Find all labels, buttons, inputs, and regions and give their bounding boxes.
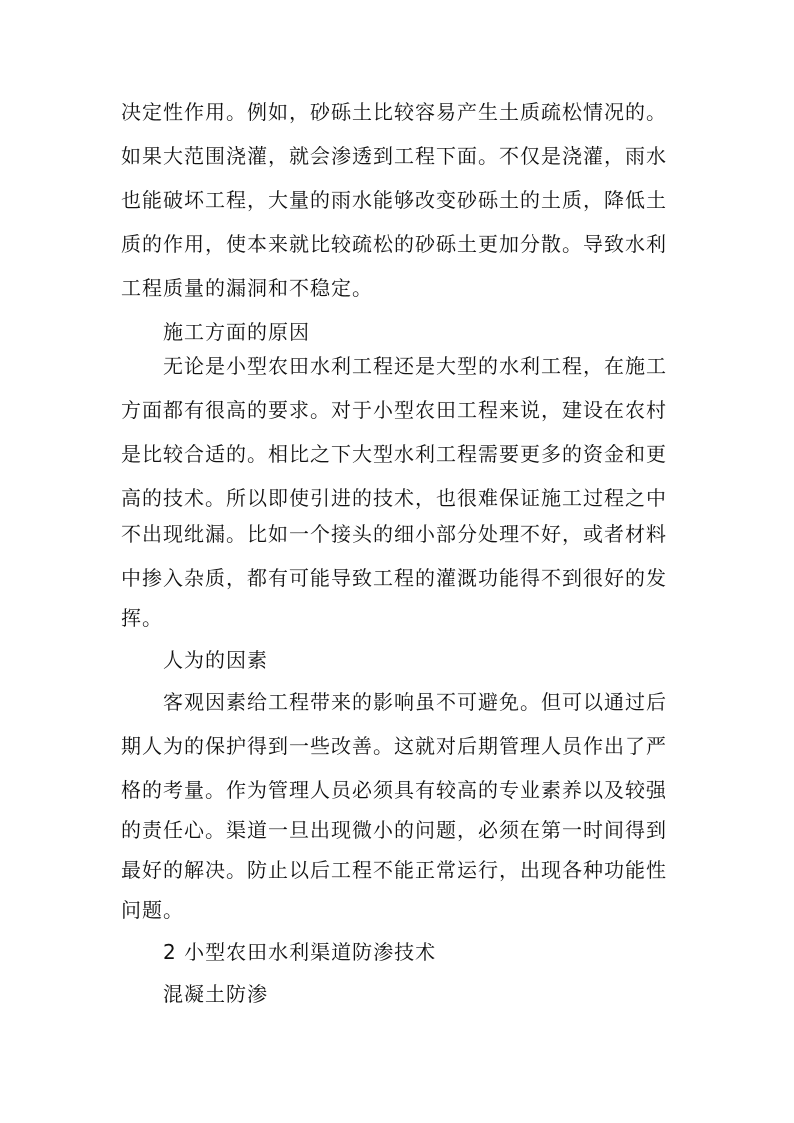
text-line: 工程质量的漏洞和不稳定。 — [121, 276, 373, 300]
text-line: 是比较合适的。相比之下大型水利工程需要更多的资金和更 — [121, 442, 667, 466]
text-line: 中掺入杂质，都有可能导致工程的灌溉功能得不到很好的发 — [121, 566, 667, 590]
text-line: 最好的解决。防止以后工程不能正常运行，出现各种功能性 — [121, 858, 667, 882]
text-line: 挥。 — [121, 606, 163, 630]
text-line: 不出现纰漏。比如一个接头的细小部分处理不好，或者材料 — [121, 522, 667, 546]
text-line: 决定性作用。例如，砂砾土比较容易产生土质疏松情况的。 — [121, 100, 667, 124]
text-line: 方面都有很高的要求。对于小型农田工程来说，建设在农村 — [121, 398, 667, 422]
text-line: 高的技术。所以即使引进的技术，也很难保证施工过程之中 — [121, 486, 667, 510]
section-heading: 2 小型农田水利渠道防渗技术 — [163, 940, 437, 964]
text-line: 客观因素给工程带来的影响虽不可避免。但可以通过后 — [163, 690, 667, 714]
section-heading: 施工方面的原因 — [163, 320, 310, 344]
text-line: 的责任心。渠道一旦出现微小的问题，必须在第一时间得到 — [121, 818, 667, 842]
section-heading: 混凝土防渗 — [163, 982, 268, 1006]
text-line: 无论是小型农田水利工程还是大型的水利工程，在施工 — [163, 354, 667, 378]
text-line: 问题。 — [121, 898, 184, 922]
text-line: 质的作用，使本来就比较疏松的砂砾土更加分散。导致水利 — [121, 232, 667, 256]
section-heading: 人为的因素 — [163, 648, 268, 672]
text-line: 也能破坏工程，大量的雨水能够改变砂砾土的土质，降低土 — [121, 188, 667, 212]
text-line: 格的考量。作为管理人员必须具有较高的专业素养以及较强 — [121, 778, 667, 802]
text-line: 期人为的保护得到一些改善。这就对后期管理人员作出了严 — [121, 734, 667, 758]
text-line: 如果大范围浇灌，就会渗透到工程下面。不仅是浇灌，雨水 — [121, 144, 667, 168]
